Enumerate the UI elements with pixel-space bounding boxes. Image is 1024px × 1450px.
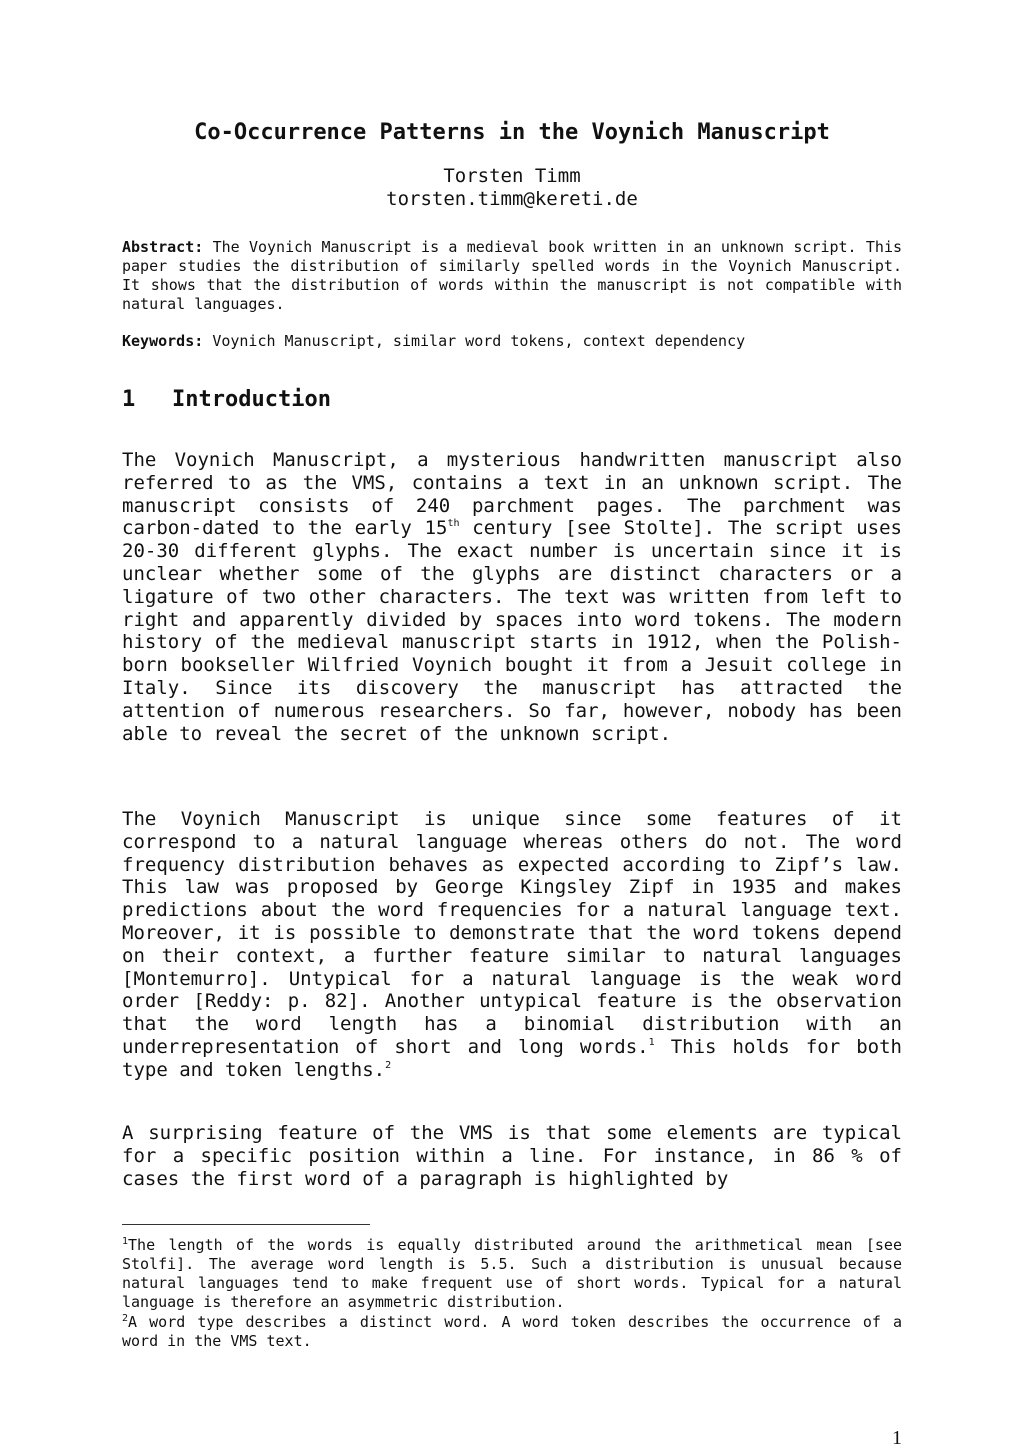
footnote-divider [122,1224,370,1225]
intro-paragraph-3: A surprising feature of the VMS is that some elements are typical for a specific position within a line. For instance, in 86 % of cases the first word of a paragraph is highlighted by [122,1122,902,1190]
paragraph-text: The Voynich Manuscript is unique since some features of it correspond to a natural language whereas others do not. The word frequency distribution behaves as expected according to Zipf’s law. This law was proposed by George Kingsley Zipf in 1935 and makes predictions about the word frequencies for a natural language text. Moreover, it is possible to demonstrate that the word tokens depend on their context, a further feature similar to natural languages [Montemurro]. Untypical for a natural language is the weak word order [Reddy: p. 82]. Another untypical feature is the observation that the word length has a binomial distribution with an underrepresentation of short and long words. [122,808,902,1058]
footnote-ref-1: 1 [648,1036,655,1048]
paragraph-text: The Voynich Manuscript, a mysterious handwritten manuscript also referred to as the VMS, contains a text in an unknown script. The manuscript consists of 240 parchment pages. The parchment was carbon-dated to the early 15 [122,449,902,540]
intro-paragraph-2 [122,808,902,1082]
footnote-ref-2: 2 [385,1059,392,1071]
keywords-text: Voynich Manuscript, similar word tokens, context dependency [212,332,746,350]
section-number: 1 [122,387,136,412]
author-email: torsten.timm@kereti.de [386,188,638,210]
abstract-text: The Voynich Manuscript is a medieval book written in an unknown script. This paper studies the distribution of similarly spelled words in the Voynich Manuscript. It shows that the distribution of words within the manuscript is not compatible with natural languages. [122,238,903,313]
abstract-label: Abstract: [122,238,204,256]
intro-paragraph-1 [122,449,902,745]
footnote-2 [122,1313,902,1351]
footnote-1 [122,1236,902,1312]
keywords-label: Keywords: [122,332,204,350]
section-heading [122,387,331,412]
paragraph-text: century [see Stolte]. The script uses 20-30 different glyphs. The exact number is uncertain since it is unclear whether some of the glyphs are distinct characters or a ligature of two other characters. The text was written from left to right and apparently divided by spaces into word tokens. The modern history of the medieval manuscript starts in 1912, when the Polish-born bookseller Wilfried Voynich bought it from a Jesuit college in Italy. Since its discovery the manuscript has attracted the attention of numerous researchers. So far, however, nobody has been able to reveal the secret of the unknown script. [122,517,902,745]
author-name: Torsten Timm [443,165,581,187]
footnote-text-1: The length of the words is equally distributed around the arithmetical mean [see Stolfi]. The average word length is 5.5. Such a distribution is unusual because natural languages tend to make frequent use of short words. Typical for a natural language is therefore an asymmetric distribution. [122,1236,902,1311]
paragraph-text: This holds for both type and token lengths. [122,1035,902,1081]
footnote-mark-1: 1 [122,1236,129,1247]
paper-title: Co-Occurrence Patterns in the Voynich Manuscript [194,120,830,145]
abstract [122,238,902,314]
superscript: th [447,518,460,530]
keywords [122,332,902,351]
footnote-text-2: A word type describes a distinct word. A word token describes the occurrence of a word in the VMS text. [122,1313,902,1350]
section-title: Introduction [172,387,331,412]
footnote-mark-2: 2 [122,1313,129,1324]
page-number: 1 [892,1427,902,1449]
